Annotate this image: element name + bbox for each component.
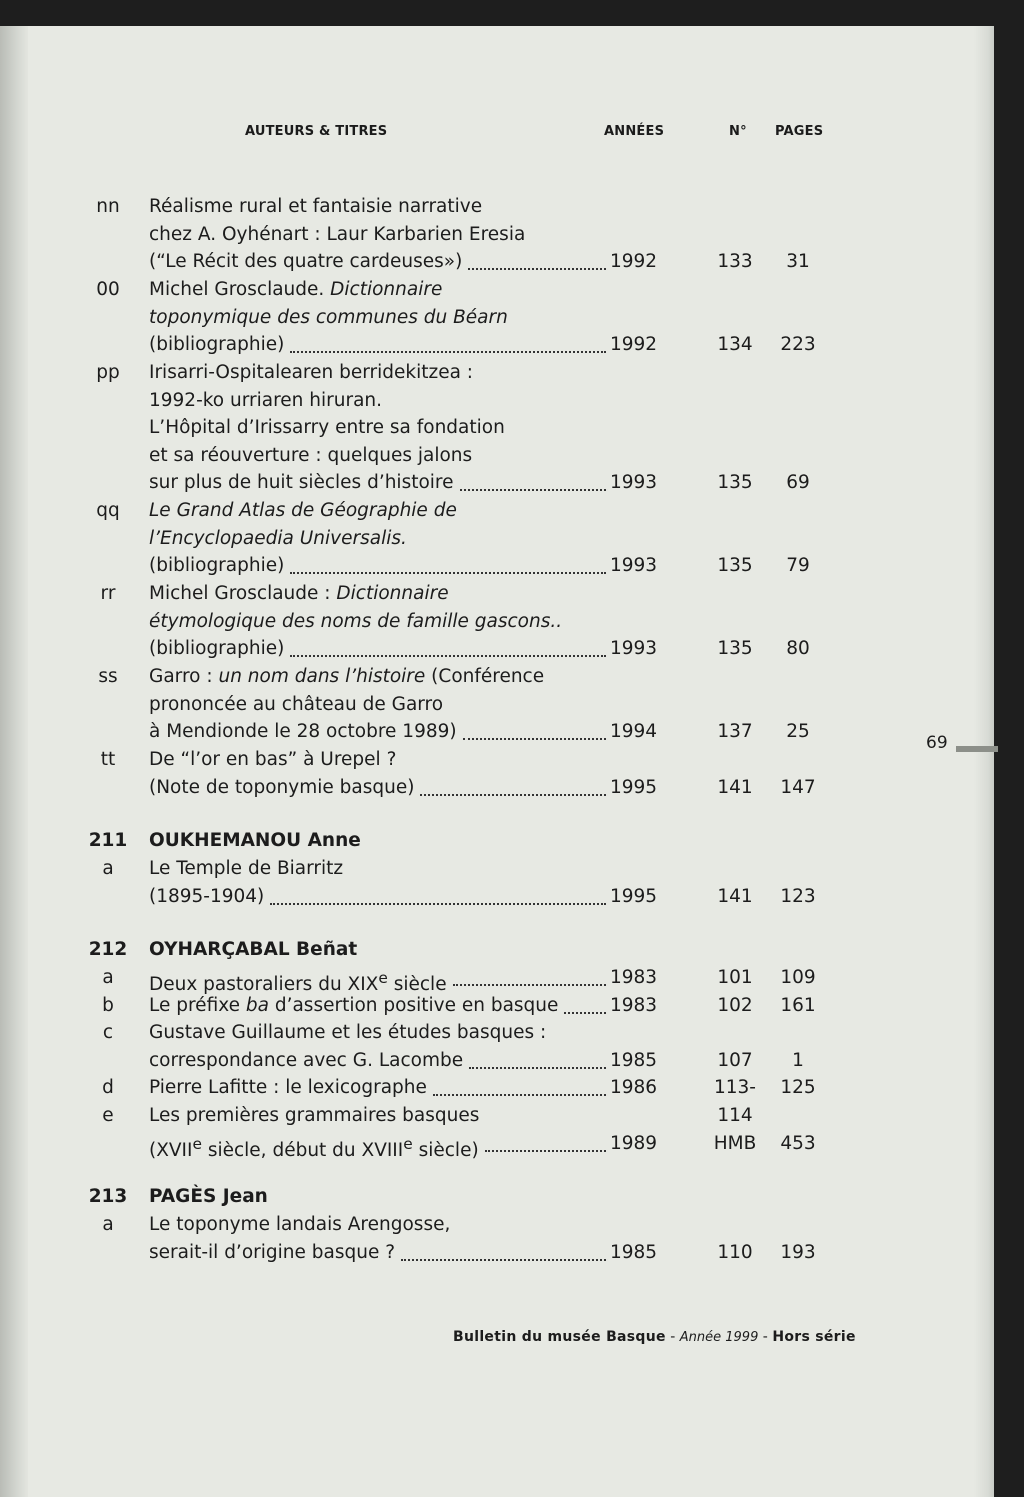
entry-title-text: correspondance avec G. Lacombe <box>149 1050 464 1071</box>
entry-title <box>149 359 473 387</box>
entry-title <box>149 1102 479 1130</box>
entry-year: 1986 <box>610 1077 658 1098</box>
entry-letter: a <box>102 1214 114 1235</box>
entry-letter: a <box>102 858 114 879</box>
entry-title <box>149 580 449 608</box>
entry-page: 109 <box>780 967 816 988</box>
footer <box>453 1329 856 1345</box>
entry-title <box>149 469 454 497</box>
entry-title-text: serait-il d’origine basque ? <box>149 1242 396 1263</box>
entry-row <box>0 414 1024 442</box>
entry-title-text: à Mendionde le 28 octobre 1989) <box>149 721 457 742</box>
entry-title <box>149 193 482 221</box>
entry-title-text: sur plus de huit siècles d’histoire <box>149 472 454 493</box>
entry-title-text: siècle <box>387 974 447 996</box>
entry-title-text: Irisarri-Ospitalearen berridekitzea : <box>149 362 474 383</box>
entry-row <box>0 746 1024 774</box>
author-number: 213 <box>88 1186 128 1207</box>
entry-row <box>0 608 1024 636</box>
entry-issue-number: 133 <box>717 251 753 272</box>
header-authors-titles: AUTEURS & TITRES <box>245 124 388 139</box>
entry-title <box>149 525 407 553</box>
entry-page: 25 <box>786 721 810 742</box>
entry-letter: ss <box>98 666 118 687</box>
entry-title <box>149 331 284 359</box>
entry-title <box>149 552 284 580</box>
entry-title-text: siècle) <box>412 1140 479 1162</box>
entry-title-text: De “l’or en bas” à Urepel ? <box>149 749 397 770</box>
entry-row <box>0 635 1024 663</box>
entry-year: 1993 <box>610 555 658 576</box>
entry-page: 147 <box>780 777 816 798</box>
entry-issue-number: 141 <box>717 777 753 798</box>
entry-page: 123 <box>780 886 816 907</box>
entry-row <box>0 691 1024 719</box>
entry-title-text: Réalisme rural et fantaisie narrative <box>149 196 483 217</box>
superscript: e <box>378 969 388 987</box>
entry-page: 193 <box>780 1242 816 1263</box>
entry-title <box>149 1130 479 1165</box>
entry-title <box>149 1211 450 1239</box>
entry-row <box>0 525 1024 553</box>
entry-row <box>0 718 1024 746</box>
entry-row <box>0 442 1024 470</box>
dot-leader <box>420 794 606 796</box>
entry-letter: nn <box>96 196 120 217</box>
author-number: 211 <box>88 830 128 851</box>
entry-title-text: Michel Grosclaude. <box>149 279 331 300</box>
entry-row <box>0 193 1024 221</box>
header-years: ANNÉES <box>604 124 665 139</box>
entry-year: 1995 <box>610 777 658 798</box>
entry-row <box>0 331 1024 359</box>
entry-title-text: (Conférence <box>425 666 545 687</box>
entry-title-italic: Dictionnaire <box>336 583 449 604</box>
entry-issue-number: 107 <box>717 1050 753 1071</box>
entry-title-text: 1992-ko urriaren hiruran. <box>149 390 383 411</box>
entry-title-italic: un nom dans l’histoire <box>218 666 426 687</box>
entry-title-text: siècle, début du XVIII <box>201 1140 404 1162</box>
entry-title <box>149 1074 427 1102</box>
dot-leader <box>469 1067 606 1069</box>
entry-year: 1992 <box>610 334 658 355</box>
entry-page: 80 <box>786 638 810 659</box>
entry-row <box>0 774 1024 802</box>
entry-title-text: d’assertion positive en basque <box>268 995 559 1016</box>
entry-title-text: (bibliographie) <box>149 334 285 355</box>
entry-title-text: Le Temple de Biarritz <box>149 858 344 879</box>
entry-title-text: Garro : <box>149 666 219 687</box>
footer-journal: Bulletin du musée Basque <box>453 1329 666 1345</box>
entry-title <box>149 718 457 746</box>
entry-title-italic: ba <box>245 995 269 1016</box>
author-name: PAGÈS Jean <box>149 1186 268 1207</box>
entry-title <box>149 276 442 304</box>
entry-row <box>0 855 1024 883</box>
entry-row <box>0 248 1024 276</box>
entry-year: 1985 <box>610 1242 658 1263</box>
dot-leader <box>463 738 606 740</box>
entry-title-text: et sa réouverture : quelques jalons <box>149 445 473 466</box>
entry-letter: qq <box>96 500 120 521</box>
entry-title <box>149 992 558 1020</box>
entry-issue-number: 135 <box>717 472 753 493</box>
footer-year: Année 1999 <box>679 1330 759 1345</box>
entry-title <box>149 746 396 774</box>
entry-row <box>0 497 1024 525</box>
entry-letter: b <box>102 995 114 1016</box>
entry-title-text: Gustave Guillaume et les études basques : <box>149 1022 547 1043</box>
entry-row <box>0 387 1024 415</box>
entry-title <box>149 442 472 470</box>
header-pages: PAGES <box>775 124 824 139</box>
entry-row <box>0 469 1024 497</box>
entry-title-text: (Note de toponymie basque) <box>149 777 415 798</box>
entry-title-italic: toponymique des communes du Béarn <box>149 307 508 328</box>
entry-letter: rr <box>100 583 116 604</box>
entry-title <box>149 855 343 883</box>
entry-row <box>0 221 1024 249</box>
entry-row <box>0 883 1024 911</box>
entry-title <box>149 414 505 442</box>
entry-letter: d <box>102 1077 114 1098</box>
entry-issue-number: 141 <box>717 886 753 907</box>
entry-issue-number: 135 <box>717 638 753 659</box>
page-tab-marker <box>956 746 998 752</box>
author-number: 212 <box>88 939 128 960</box>
entry-issue-number: 110 <box>717 1242 753 1263</box>
author-name: OUKHEMANOU Anne <box>149 830 361 851</box>
entry-title-text: Deux pastoraliers du XIX <box>149 974 379 996</box>
entry-issue-number: 113-114 <box>714 1077 756 1126</box>
entry-title <box>149 663 544 691</box>
dot-leader <box>270 903 606 905</box>
entry-title <box>149 304 508 332</box>
entry-row <box>0 992 1024 1020</box>
entry-row <box>0 964 1024 996</box>
entry-title <box>149 1239 395 1267</box>
entry-title-text: (bibliographie) <box>149 555 285 576</box>
page-number: 69 <box>926 733 948 753</box>
entry-title-italic: Dictionnaire <box>330 279 443 300</box>
entry-title <box>149 497 457 525</box>
entry-issue-number: 135 <box>717 555 753 576</box>
entry-year: 1983 <box>610 995 658 1016</box>
entry-title-text: Le préfixe <box>149 995 246 1016</box>
author-heading-row <box>0 936 1024 964</box>
entry-title <box>149 248 462 276</box>
entry-title-text: (XVII <box>149 1140 193 1162</box>
author-heading-row <box>0 1183 1024 1211</box>
entry-issue-number: 137 <box>717 721 753 742</box>
dot-leader <box>290 655 606 657</box>
author-heading-row <box>0 827 1024 855</box>
entry-row <box>0 276 1024 304</box>
entry-year: 1994 <box>610 721 658 742</box>
entry-title-italic: étymologique des noms de famille gascons.. <box>149 611 563 632</box>
entry-row <box>0 552 1024 580</box>
dot-leader <box>485 1150 606 1152</box>
entry-title-text: chez A. Oyhénart : Laur Karbarien Eresia <box>149 224 526 245</box>
footer-separator: - <box>758 1329 773 1345</box>
entry-page: 453 <box>780 1133 816 1154</box>
dot-leader <box>290 572 606 574</box>
entry-title-text: (“Le Récit des quatre cardeuses») <box>149 251 463 272</box>
entry-title-text: Le toponyme landais Arengosse, <box>149 1214 451 1235</box>
entry-letter: a <box>102 967 114 988</box>
entry-issue-number: 134 <box>717 334 753 355</box>
entry-title-text: L’Hôpital d’Irissarry entre sa fondation <box>149 417 505 438</box>
entry-year: 1992 <box>610 251 658 272</box>
entry-title-text: Les premières grammaires basques <box>149 1105 480 1126</box>
dot-leader <box>453 984 606 986</box>
entry-title-italic: l’Encyclopaedia Universalis. <box>149 528 407 549</box>
entry-title-text: (bibliographie) <box>149 638 285 659</box>
entry-letter: 00 <box>96 279 120 300</box>
entry-year: 1993 <box>610 638 658 659</box>
entry-page: 31 <box>786 251 810 272</box>
entry-title <box>149 221 525 249</box>
entry-year: 1985 <box>610 1050 658 1071</box>
entry-title <box>149 883 264 911</box>
author-name: OYHARÇABAL Beñat <box>149 939 358 960</box>
entry-page: 69 <box>786 472 810 493</box>
entry-page: 223 <box>780 334 816 355</box>
entry-title <box>149 691 443 719</box>
superscript: e <box>192 1135 202 1153</box>
entry-title <box>149 1019 546 1047</box>
entry-row <box>0 1130 1024 1162</box>
entry-row <box>0 359 1024 387</box>
entry-page: 1 <box>792 1050 804 1071</box>
entry-title <box>149 774 414 802</box>
entry-row <box>0 1239 1024 1267</box>
entry-letter: c <box>102 1022 114 1043</box>
entry-letter: tt <box>100 749 116 770</box>
dot-leader <box>290 351 606 353</box>
entry-title <box>149 608 562 636</box>
entry-page: 79 <box>786 555 810 576</box>
entry-row <box>0 1102 1024 1130</box>
entry-year: 1993 <box>610 472 658 493</box>
entry-title-text: Pierre Lafitte : le lexicographe <box>149 1077 427 1098</box>
entry-row <box>0 580 1024 608</box>
entry-row <box>0 304 1024 332</box>
dot-leader <box>460 489 606 491</box>
entry-title-italic: Le Grand Atlas de Géographie de <box>149 500 457 521</box>
footer-separator: - <box>665 1329 680 1345</box>
entry-row <box>0 1211 1024 1239</box>
entry-title <box>149 635 284 663</box>
entry-title-text: Michel Grosclaude : <box>149 583 337 604</box>
dot-leader <box>468 268 606 270</box>
entry-letter: pp <box>96 362 120 383</box>
entry-title-text: prononcée au château de Garro <box>149 694 444 715</box>
entry-issue-number: 101 <box>717 967 753 988</box>
entry-row <box>0 1047 1024 1075</box>
entry-title-text: (1895-1904) <box>149 886 265 907</box>
entry-year: 1983 <box>610 967 658 988</box>
entry-page: 125 <box>780 1077 816 1098</box>
superscript: e <box>403 1135 413 1153</box>
entry-issue-number: HMB <box>713 1133 757 1154</box>
dot-leader <box>401 1259 606 1261</box>
entry-title <box>149 387 382 415</box>
entry-year: 1989 <box>610 1133 658 1154</box>
entry-row <box>0 663 1024 691</box>
entry-title <box>149 1047 463 1075</box>
entry-issue-number: 102 <box>717 995 753 1016</box>
dot-leader <box>433 1094 606 1096</box>
entry-row <box>0 1019 1024 1047</box>
entry-year: 1995 <box>610 886 658 907</box>
header-number: N° <box>729 124 747 139</box>
footer-edition: Hors série <box>772 1329 856 1345</box>
dot-leader <box>564 1012 606 1014</box>
entry-page: 161 <box>780 995 816 1016</box>
entry-letter: e <box>102 1105 114 1126</box>
